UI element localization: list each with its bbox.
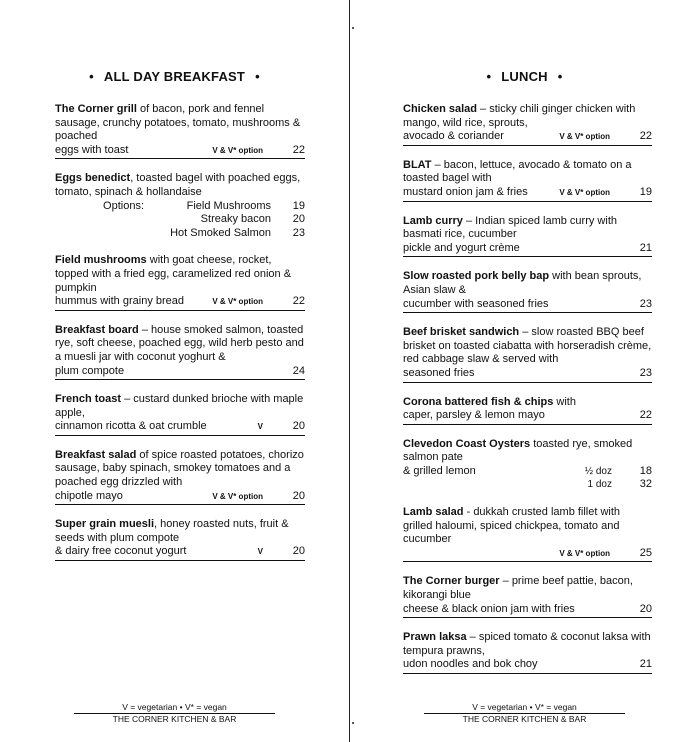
menu-item — [55, 103, 305, 159]
menu-item — [403, 270, 652, 313]
item-price: 22 — [639, 409, 652, 422]
option-name: Streaky bacon — [200, 213, 271, 226]
menu-item — [403, 631, 652, 674]
item-desc: with goat cheese, rocket, topped with a fried egg, caramelized red onion & pumpkin — [55, 254, 292, 294]
item-price: 20 — [292, 545, 305, 558]
item-price: 20 — [292, 420, 305, 433]
diet-note: V — [257, 422, 263, 432]
breakfast-page — [0, 0, 349, 742]
item-desc-end: caper, parsley & lemon mayo — [403, 409, 545, 422]
menu-item — [403, 159, 652, 202]
item-desc-end: plum compote — [55, 364, 125, 377]
diet-note: V & V* option — [212, 491, 263, 501]
item-name: Corona battered fish & chips — [403, 395, 554, 408]
item-price: 23 — [639, 366, 652, 379]
item-name: The Corner burger — [403, 575, 500, 588]
item-name: Field mushrooms — [55, 254, 147, 267]
item-name: The Corner grill — [55, 103, 137, 115]
item-desc: – Indian spiced lamb curry with basmati rice, cucumber — [403, 214, 617, 241]
item-price: 21 — [639, 658, 652, 671]
bullet: • — [255, 69, 260, 84]
item-desc: – house smoked salmon, toasted rye, soft cheese, poached egg, wild herb pesto and a muesli jar with coconut yoghurt & — [55, 323, 304, 363]
item-desc-end: udon noodles and bok choy — [403, 658, 538, 671]
item-desc-end: cheese & black onion jam with fries — [403, 602, 575, 615]
item-price: 24 — [292, 364, 305, 377]
menu-item — [55, 393, 305, 436]
options-label: Options: — [103, 199, 144, 212]
item-desc: – custard dunked brioche with maple apple, — [55, 393, 304, 419]
item-desc-end: cinnamon ricotta & oat crumble — [55, 420, 207, 433]
diet-legend: V = vegetarian • V* = vegan — [424, 702, 625, 714]
item-price: 20 — [292, 489, 305, 502]
option-name: Hot Smoked Salmon — [170, 226, 271, 239]
item-name: Prawn laksa — [403, 631, 467, 644]
item-desc: with bean sprouts, Asian slaw & — [403, 270, 642, 296]
item-desc: , toasted bagel with poached eggs, tomato, spinach & hollandaise — [55, 172, 301, 198]
diet-note: V — [257, 547, 263, 557]
heading-text: ALL DAY BREAKFAST — [103, 69, 246, 84]
item-name: Breakfast board — [55, 323, 139, 336]
item-desc: - dukkah crusted lamb fillet with grilled haloumi, spiced chickpea, tomato and cucumber — [403, 506, 621, 546]
lunch-page — [350, 0, 699, 742]
item-name: French toast — [55, 393, 122, 406]
item-desc-end: & dairy free coconut yogurt — [55, 545, 187, 558]
item-price: 22 — [292, 143, 305, 156]
menu-item — [403, 103, 652, 146]
menu-items — [55, 103, 305, 574]
item-price: 21 — [639, 241, 652, 254]
menu-item — [403, 215, 652, 258]
options-list — [55, 200, 305, 241]
item-desc-end: eggs with toast — [55, 143, 129, 156]
menu-item — [55, 449, 305, 505]
item-price: 23 — [639, 297, 652, 310]
item-desc: of bacon, pork and fennel sausage, crunchy potatoes, tomato, mushrooms & poached — [55, 103, 301, 143]
item-desc-end: mustard onion jam & fries — [403, 185, 528, 198]
item-desc-end: chipotle mayo — [55, 489, 123, 502]
item-desc: with — [556, 395, 576, 408]
menu-item — [55, 254, 305, 310]
option-name: Field Mushrooms — [186, 199, 271, 212]
menu-item — [403, 396, 652, 425]
diet-note: V & V* option — [559, 187, 610, 197]
item-desc: – sticky chili ginger chicken with mango, wild rice, sprouts, — [403, 103, 636, 129]
diet-legend: V = vegetarian • V* = vegan — [74, 702, 275, 714]
diet-note: V & V* option — [559, 548, 610, 558]
section-heading — [350, 70, 699, 84]
item-price: 25 — [639, 546, 652, 559]
item-desc: – spiced tomato & coconut laksa with tempura prawns, — [403, 631, 651, 657]
venue-name: THE CORNER KITCHEN & BAR — [112, 714, 237, 724]
item-desc-end: seasoned fries — [403, 366, 475, 379]
menu-items — [403, 103, 652, 687]
heading-text: LUNCH — [501, 69, 548, 84]
venue-name: THE CORNER KITCHEN & BAR — [462, 714, 587, 724]
item-name: Super grain muesli — [55, 518, 155, 531]
item-desc-end: hummus with grainy bread — [55, 295, 185, 308]
bullet: • — [486, 69, 492, 84]
item-name: Eggs benedict — [55, 172, 131, 185]
item-price: 22 — [639, 130, 652, 143]
portion-size: 1 doz — [587, 479, 612, 491]
item-price: 20 — [639, 602, 652, 615]
item-desc-end: avocado & coriander — [403, 130, 504, 143]
item-name: Beef brisket sandwich — [403, 326, 520, 339]
menu-item — [403, 326, 652, 382]
item-desc: of spice roasted potatoes, chorizo sausage, baby spinach, smokey tomatoes and a poached egg drizzled with — [55, 448, 304, 489]
option-price: 19 — [292, 199, 305, 212]
bullet: • — [89, 69, 94, 84]
oyster-sizes — [403, 465, 652, 492]
item-name: BLAT — [403, 158, 432, 171]
item-name: Lamb salad — [403, 506, 464, 519]
item-price: 22 — [292, 295, 305, 308]
menu-item — [55, 518, 305, 561]
menu-item — [403, 438, 652, 492]
menu-item — [55, 324, 305, 380]
menu-item — [403, 506, 652, 562]
item-desc-end: cucumber with seasoned fries — [403, 297, 549, 310]
item-price: 32 — [639, 478, 652, 491]
item-desc: toasted rye, smoked salmon pate — [403, 437, 633, 464]
bullet: • — [557, 69, 563, 84]
item-desc-end — [403, 478, 572, 492]
page-footer — [0, 702, 349, 724]
diet-note: V & V* option — [212, 145, 263, 155]
option-price: 23 — [292, 226, 305, 239]
item-name: Clevedon Coast Oysters — [403, 437, 531, 450]
item-price: 18 — [639, 464, 652, 477]
item-name: Breakfast salad — [55, 448, 137, 461]
portion-size: ½ doz — [584, 465, 612, 477]
item-desc-end: pickle and yogurt crème — [403, 241, 520, 254]
item-desc: – bacon, lettuce, avocado & tomato on a toasted bagel with — [403, 158, 632, 185]
item-desc-end: & grilled lemon — [403, 464, 476, 477]
item-name: Lamb curry — [403, 214, 463, 227]
diet-note: V & V* option — [559, 132, 610, 142]
item-name: Slow roasted pork belly bap — [403, 270, 550, 283]
section-heading — [0, 70, 349, 84]
menu-item — [55, 172, 305, 240]
item-desc: – slow roasted BBQ beef brisket on toasted ciabatta with horseradish crème, red cabbage slaw & served with — [403, 326, 652, 366]
item-price: 19 — [639, 185, 652, 198]
diet-note: V & V* option — [212, 297, 263, 307]
menu-item — [403, 575, 652, 618]
page-footer — [350, 702, 699, 724]
item-desc: – prime beef pattie, bacon, kikorangi blue — [403, 575, 633, 602]
item-name: Chicken salad — [403, 103, 477, 115]
option-price: 20 — [292, 213, 305, 226]
item-desc: , honey roasted nuts, fruit & seeds with plum compote — [55, 518, 289, 544]
